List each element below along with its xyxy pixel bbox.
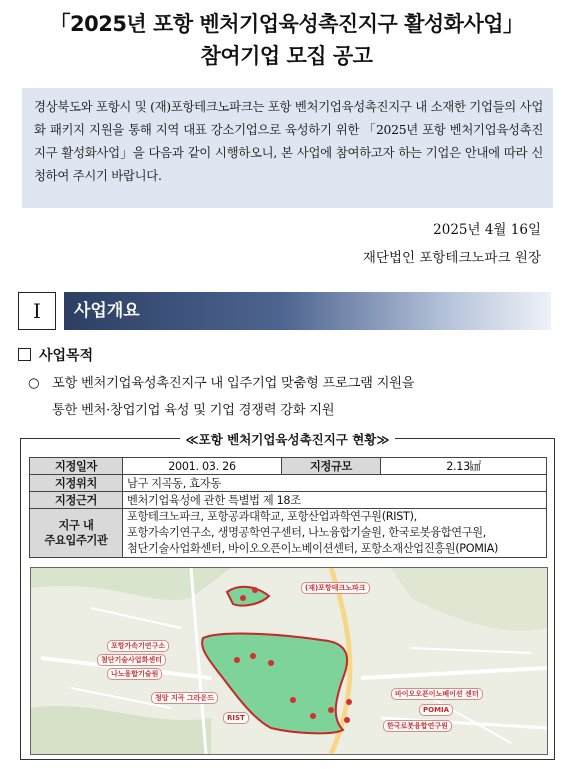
table-header-cell: 지정위치 bbox=[30, 475, 123, 492]
table-cell bbox=[123, 509, 547, 558]
map-label-rist: RIST bbox=[223, 712, 249, 724]
table-row bbox=[30, 509, 547, 558]
inst-line1: 포항테크노파크, 포항공과대학교, 포항산업과학연구원(RIST), bbox=[127, 510, 417, 523]
table-header-cell: 지정근거 bbox=[30, 492, 123, 509]
map-label-commercial: 첨단기술사업화센터 bbox=[97, 654, 166, 666]
status-title bbox=[21, 430, 554, 448]
section-bar bbox=[64, 292, 551, 330]
map-label-tp: (재)포항테크노파크 bbox=[301, 582, 370, 594]
table-header-cell bbox=[30, 509, 123, 558]
inst-label1: 지구 내 bbox=[58, 519, 94, 532]
table-cell: 2.13㎢ bbox=[381, 458, 547, 475]
table-row bbox=[30, 458, 547, 475]
circle-bullet-icon: ○ bbox=[28, 376, 40, 391]
table-cell: 남구 지곡동, 효자동 bbox=[123, 475, 547, 492]
map-label-pomia: POMIA bbox=[419, 704, 453, 716]
section-header bbox=[18, 292, 551, 330]
map-label-accel: 포항가속기연구소 bbox=[107, 640, 169, 652]
purpose-line1: 포항 벤처기업육성촉진지구 내 입주기업 맞춤형 프로그램 지원을 bbox=[52, 376, 415, 391]
title-line2: 참여기업 모집 공고 bbox=[200, 44, 373, 68]
status-table bbox=[29, 457, 547, 558]
issuer: 재단법인 포항테크노파크 원장 bbox=[362, 250, 541, 266]
inst-line2: 포항가속기연구소, 생명공학연구센터, 나노융합기술원, 한국로봇융합연구원, bbox=[127, 526, 487, 539]
page-title bbox=[0, 8, 573, 72]
purpose-heading-text: 사업목적 bbox=[39, 348, 94, 364]
inst-line3: 첨단기술사업화센터, 바이오오픈이노베이션센터, 포항소재산업진흥원(POMIA) bbox=[127, 542, 499, 555]
table-row bbox=[30, 492, 547, 509]
map-label-robot: 한국로봇융합연구원 bbox=[383, 720, 452, 732]
purpose-line2: 통한 벤처·창업기업 육성 및 기업 경쟁력 강화 지원 bbox=[52, 403, 335, 418]
table-cell: 2001. 03. 26 bbox=[123, 458, 282, 475]
checkbox-square-icon bbox=[18, 348, 31, 361]
map-label-cheongam: 청암 지곡 그라운드 bbox=[151, 692, 218, 704]
purpose-heading bbox=[18, 345, 93, 365]
notice-date: 2025년 4월 16일 bbox=[433, 222, 541, 238]
section-title: 사업개요 bbox=[74, 301, 140, 321]
map-label-bio: 바이오오픈이노베이션 센터 bbox=[391, 688, 483, 700]
title-line1: 「2025년 포항 벤처기업육성촉진지구 활성화사업」 bbox=[49, 12, 524, 36]
table-row bbox=[30, 475, 547, 492]
table-header-cell: 지정일자 bbox=[30, 458, 123, 475]
map-label-nano: 나노융합기술원 bbox=[107, 668, 162, 680]
status-title-text: ≪포항 벤처기업육성촉진지구 현황≫ bbox=[180, 432, 396, 447]
table-cell: 벤처기업육성에 관한 특별법 제 18조 bbox=[123, 492, 547, 509]
district-map bbox=[30, 567, 548, 755]
purpose-bullet bbox=[28, 370, 548, 424]
inst-label2: 주요입주기관 bbox=[44, 534, 108, 547]
table-header-cell: 지정규모 bbox=[282, 458, 381, 475]
intro-box: 경상북도와 포항시 및 (재)포항테크노파크는 포항 벤처기업육성촉진지구 내 소재한 기업들의 사업화 패키지 지원을 통해 지역 대표 강소기업으로 육성하기 위한 「2025년 포항 벤처기업육성촉진지구 활성화사업」을 다음과 같이 시행하오니, 본 사업에 참여하고자 하는 기업은 안내에 따라 신청하여 주시기 바랍니다. bbox=[22, 88, 553, 208]
status-frame bbox=[20, 432, 555, 760]
section-number: I bbox=[18, 292, 56, 330]
